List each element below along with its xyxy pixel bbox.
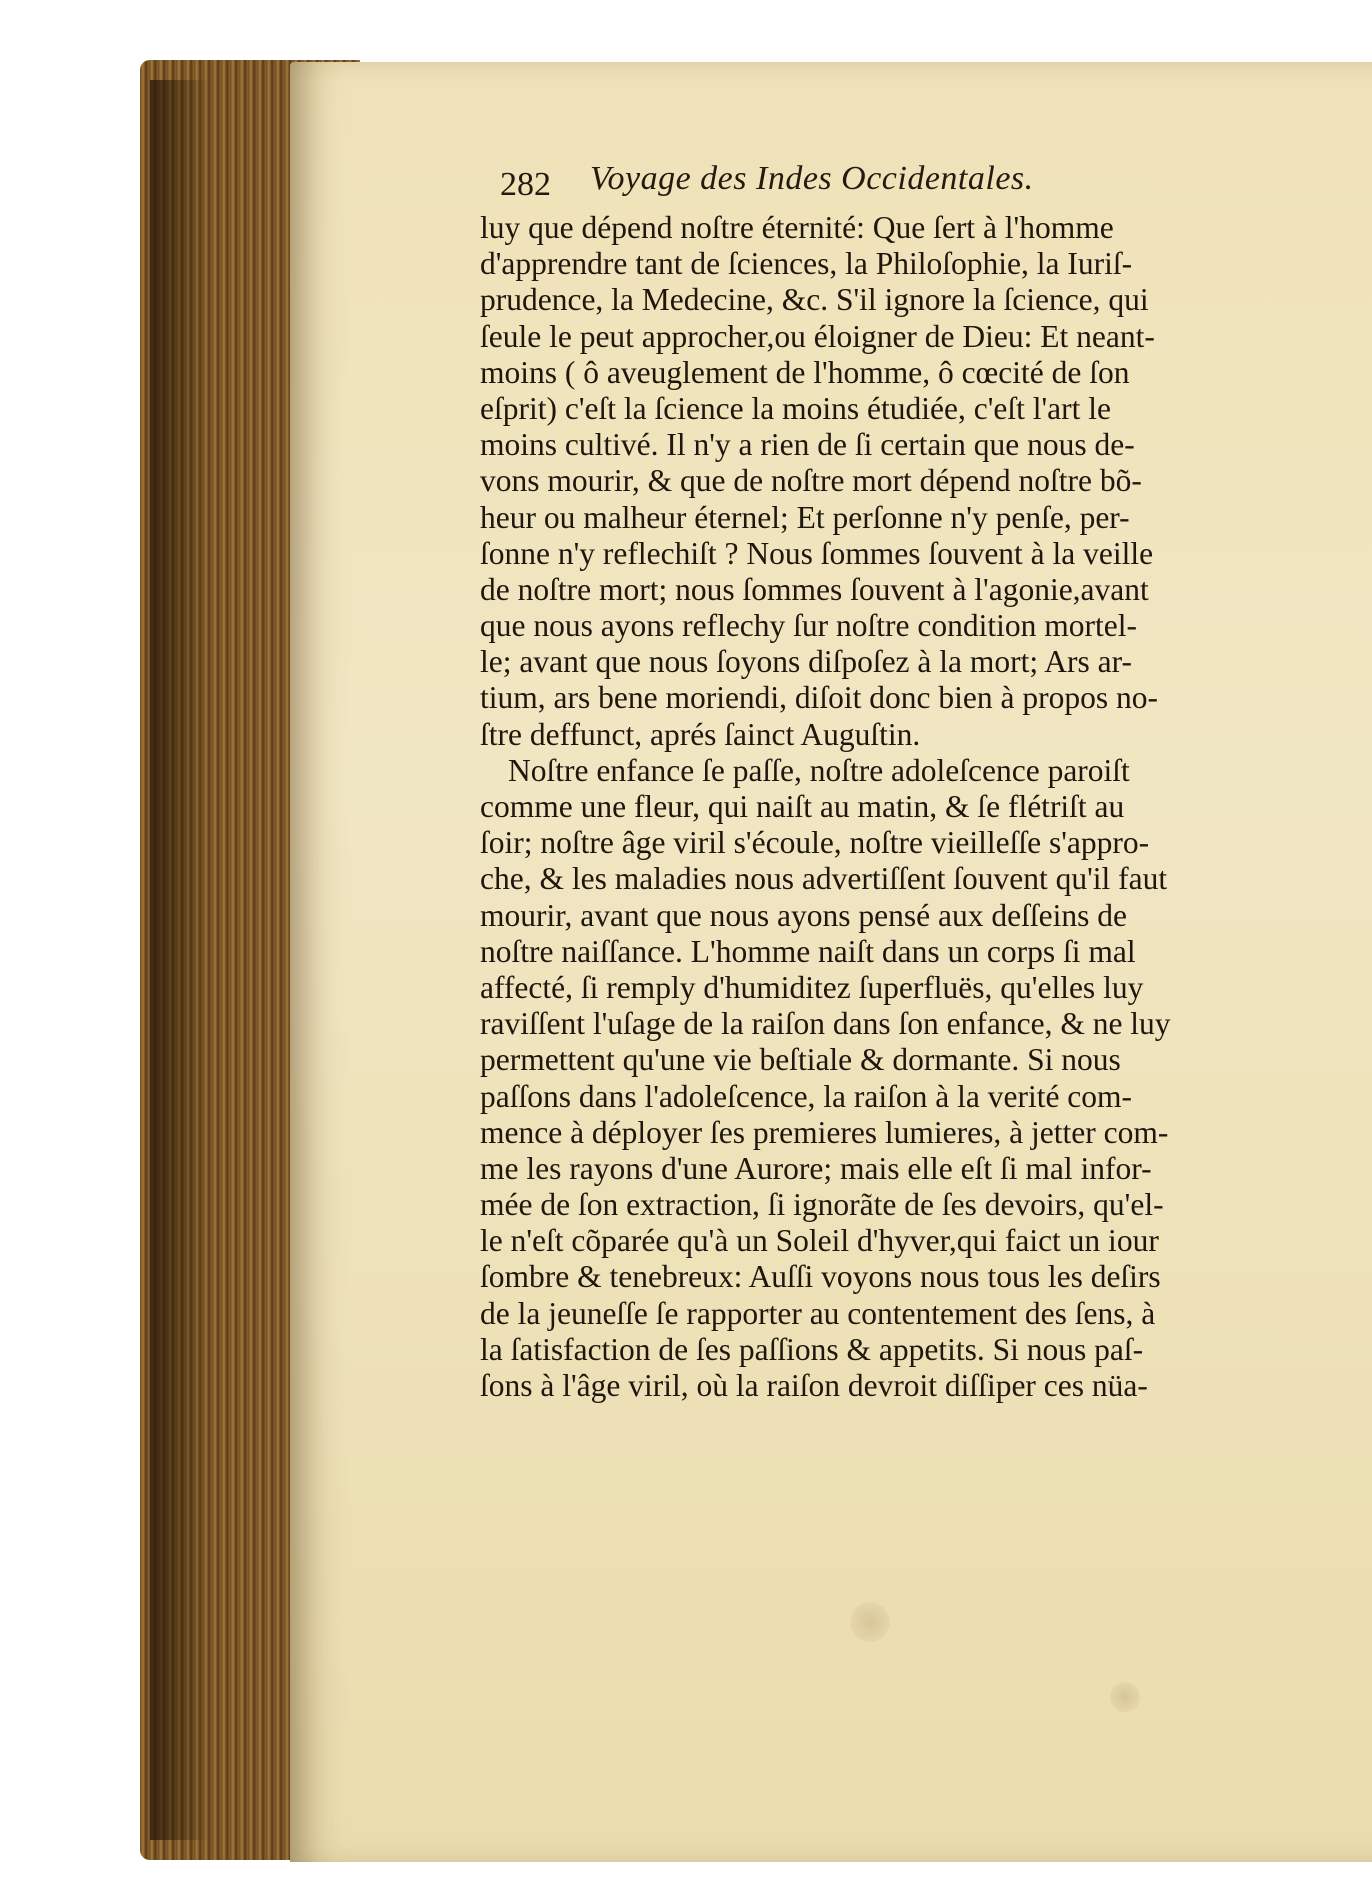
text-line: mence à déployer ſes premieres lumieres, à jetter com- bbox=[480, 1114, 1169, 1150]
text-line: che, & les maladies nous advertiſſent ſouvent qu'il faut bbox=[480, 861, 1168, 897]
text-line: prudence, la Medecine, &c. S'il ignore la ſcience, qui bbox=[480, 282, 1149, 318]
text-line: le; avant que nous ſoyons diſpoſez à la mort; Ars ar- bbox=[480, 644, 1132, 680]
paragraph-first-line: Noſtre enfance ſe paſſe, noſtre adoleſcence paroiſt bbox=[508, 752, 1130, 788]
text-line: tium, ars bene moriendi, diſoit donc bien à propos no- bbox=[480, 680, 1158, 716]
text-line: ſeule le peut approcher,ou éloigner de Dieu: Et neant- bbox=[480, 318, 1155, 354]
text-line: luy que dépend noſtre éternité: Que ſert à l'homme bbox=[480, 210, 1114, 245]
page-edge-shadow bbox=[150, 80, 210, 1840]
text-line: moins ( ô aveuglement de l'homme, ô cœcité de ſon bbox=[480, 354, 1130, 390]
text-line: ſons à l'âge viril, où la raiſon devroit diſſiper ces nüa- bbox=[480, 1368, 1148, 1403]
text-line: d'apprendre tant de ſciences, la Philoſophie, la Iuriſ- bbox=[480, 246, 1133, 282]
text-line: me les rayons d'une Aurore; mais elle eſt ſi mal infor- bbox=[480, 1150, 1152, 1186]
text-line: mourir, avant que nous ayons pensé aux deſſeins de bbox=[480, 897, 1127, 933]
text-line: noſtre naiſſance. L'homme naiſt dans un corps ſi mal bbox=[480, 933, 1136, 969]
text-line: ſoir; noſtre âge viril s'écoule, noſtre vieilleſſe s'appro- bbox=[480, 825, 1150, 861]
text-line: la ſatisfaction de ſes paſſions & appetits. Si nous paſ- bbox=[480, 1331, 1144, 1367]
text-line: vons mourir, & que de noſtre mort dépend noſtre bõ- bbox=[480, 463, 1142, 499]
text-line: permettent qu'une vie beſtiale & dormante. Si nous bbox=[480, 1042, 1121, 1078]
running-header bbox=[500, 160, 1180, 210]
text-line: eſprit) c'eſt la ſcience la moins étudiée, c'eſt l'art le bbox=[480, 390, 1111, 426]
text-line: affecté, ſi remply d'humiditez ſuperfluës, qu'elles luy bbox=[480, 969, 1144, 1005]
text-line: raviſſent l'uſage de la raiſon dans ſon enfance, & ne luy bbox=[480, 1006, 1171, 1042]
text-line: heur ou malheur éternel; Et perſonne n'y penſe, per- bbox=[480, 499, 1130, 535]
paper-stain bbox=[850, 1602, 890, 1642]
running-title: Voyage des Indes Occidentales. bbox=[590, 160, 1034, 197]
text-line: moins cultivé. Il n'y a rien de ſi certain que nous de- bbox=[480, 427, 1135, 463]
text-line: de la jeuneſſe ſe rapporter au contentement des ſens, à bbox=[480, 1295, 1156, 1331]
text-line: le n'eſt cõparée qu'à un Soleil d'hyver,qui faict un iour bbox=[480, 1223, 1159, 1259]
text-line: mée de ſon extraction, ſi ignorãte de ſes devoirs, qu'el- bbox=[480, 1187, 1164, 1223]
text-line: comme une fleur, qui naiſt au matin, & ſe flétriſt au bbox=[480, 789, 1125, 824]
text-line: ſtre deffunct, aprés ſainct Auguſtin. bbox=[480, 716, 921, 752]
page-number: 282 bbox=[500, 166, 551, 203]
text-line: que nous ayons reflechy ſur noſtre condition mortel- bbox=[480, 608, 1137, 644]
body-text bbox=[480, 210, 1315, 1404]
text-line: de noſtre mort; nous ſommes ſouvent à l'agonie,avant bbox=[480, 571, 1149, 607]
paper-stain bbox=[1110, 1682, 1140, 1712]
text-line: ſonne n'y reflechiſt ? Nous ſommes ſouvent à la veille bbox=[480, 535, 1154, 571]
text-line: paſſons dans l'adoleſcence, la raiſon à la verité com- bbox=[480, 1078, 1133, 1114]
text-line: ſombre & tenebreux: Auſſi voyons nous tous les deſirs bbox=[480, 1259, 1161, 1295]
